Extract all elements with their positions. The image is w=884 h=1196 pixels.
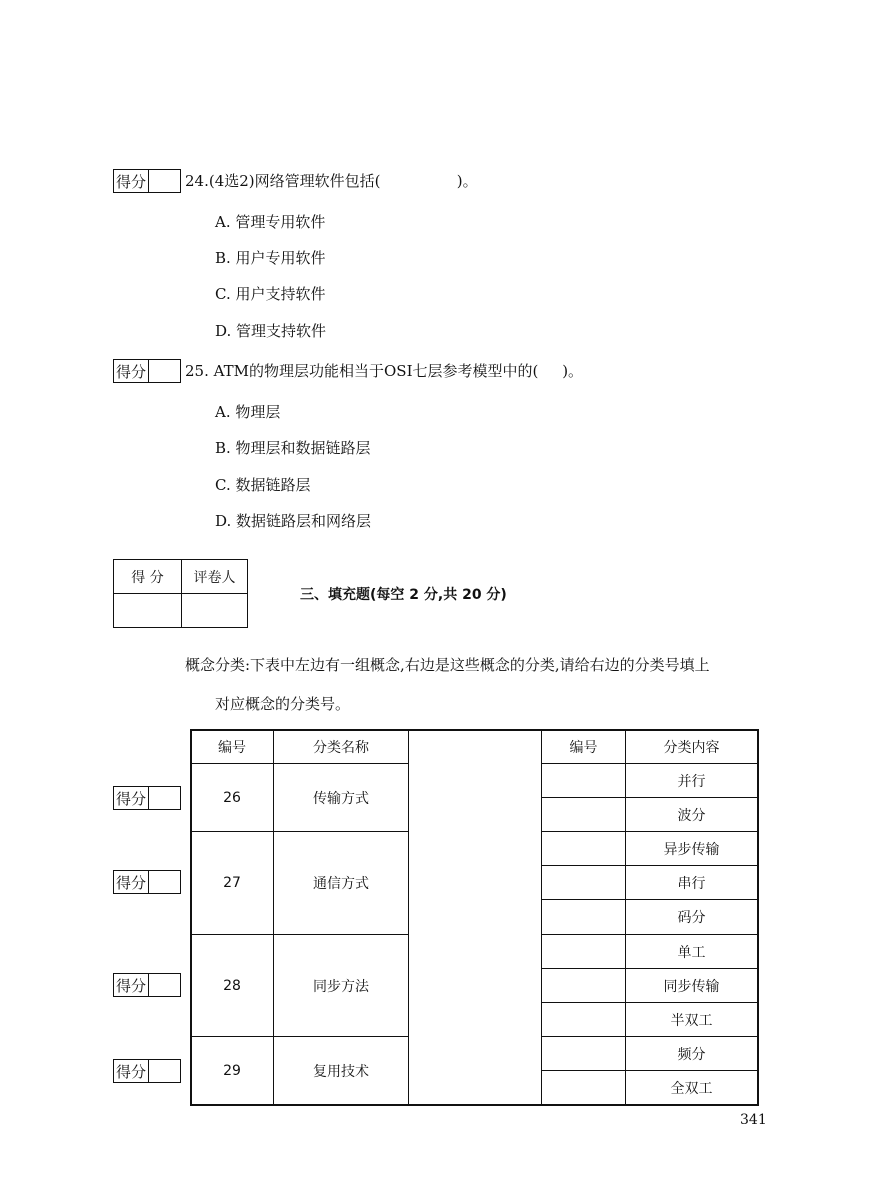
- left-row-number: 26: [223, 789, 241, 806]
- score-label: 得分: [114, 360, 149, 382]
- score-box-q29[interactable]: [113, 1059, 181, 1083]
- score-box-q27[interactable]: [113, 870, 181, 894]
- section-3-title: 三、填充题(每空 2 分,共 20 分): [300, 587, 507, 603]
- left-row-name: 通信方式: [313, 876, 369, 892]
- q24-option-a: A. 管理专用软件: [215, 213, 326, 231]
- q25-option-c: C. 数据链路层: [215, 476, 311, 494]
- score-label: 得分: [114, 1060, 149, 1082]
- category-item: 全双工: [670, 1080, 713, 1097]
- left-row-number: 28: [223, 977, 241, 994]
- left-header-category: 分类名称: [313, 739, 369, 756]
- answer-blank[interactable]: [542, 798, 625, 831]
- answer-blank[interactable]: [542, 1003, 625, 1036]
- score-blank[interactable]: [149, 170, 180, 192]
- q25-option-d: D. 数据链路层和网络层: [215, 512, 372, 530]
- left-header-number: 编号: [218, 739, 246, 756]
- left-row-name: 复用技术: [313, 1063, 369, 1080]
- grader-name-header: 评卷人: [182, 560, 248, 594]
- grader-score-header: 得 分: [114, 560, 182, 594]
- answer-blank[interactable]: [542, 935, 625, 968]
- category-item: 串行: [677, 875, 706, 892]
- answer-blank[interactable]: [542, 764, 625, 797]
- q24-option-c: C. 用户支持软件: [215, 285, 326, 303]
- category-item: 异步传输: [663, 841, 720, 858]
- score-blank[interactable]: [149, 871, 180, 893]
- answer-blank[interactable]: [542, 866, 625, 899]
- q25-option-b: B. 物理层和数据链路层: [215, 439, 371, 457]
- category-item: 波分: [677, 807, 706, 824]
- question-25: 25. ATM的物理层功能相当于OSI七层参考模型中的( )。: [185, 362, 584, 380]
- grader-score-cell[interactable]: [114, 594, 182, 628]
- score-blank[interactable]: [149, 787, 180, 809]
- score-blank[interactable]: [149, 974, 180, 996]
- score-blank[interactable]: [149, 1060, 180, 1082]
- answer-blank[interactable]: [542, 832, 625, 865]
- left-row-number: 27: [223, 875, 241, 891]
- answer-blank[interactable]: [542, 1071, 625, 1104]
- score-box-q26[interactable]: [113, 786, 181, 810]
- answer-blank[interactable]: [542, 900, 625, 934]
- score-label: 得分: [114, 871, 149, 893]
- grader-table: [113, 559, 248, 628]
- category-item: 频分: [677, 1046, 706, 1063]
- category-item: 码分: [677, 910, 706, 926]
- answer-blank[interactable]: [542, 969, 625, 1002]
- grader-name-cell[interactable]: [182, 594, 248, 628]
- answer-blank[interactable]: [542, 1037, 625, 1070]
- score-box-q25[interactable]: [113, 359, 181, 383]
- score-box-q28[interactable]: [113, 973, 181, 997]
- q24-option-b: B. 用户专用软件: [215, 249, 326, 267]
- score-label: 得分: [114, 787, 149, 809]
- right-header-number: 编号: [569, 739, 598, 756]
- score-label: 得分: [114, 170, 149, 192]
- category-item: 半双工: [670, 1012, 713, 1029]
- left-row-name: 传输方式: [313, 790, 369, 807]
- instruction-line-2: 对应概念的分类号。: [215, 695, 351, 713]
- category-item: 同步传输: [663, 978, 720, 995]
- q25-option-a: A. 物理层: [215, 403, 281, 421]
- score-label: 得分: [114, 974, 149, 996]
- category-item: 单工: [677, 944, 706, 961]
- instruction-line-1: 概念分类:下表中左边有一组概念,右边是这些概念的分类,请给右边的分类号填上: [185, 656, 710, 674]
- question-24: 24.(4选2)网络管理软件包括( )。: [185, 172, 478, 190]
- category-item: 并行: [677, 773, 706, 790]
- page-number: 341: [740, 1112, 767, 1128]
- right-header-content: 分类内容: [663, 739, 720, 756]
- score-box-q24[interactable]: [113, 169, 181, 193]
- score-blank[interactable]: [149, 360, 180, 382]
- left-row-name: 同步方法: [313, 978, 369, 995]
- left-row-number: 29: [223, 1062, 241, 1079]
- q24-option-d: D. 管理支持软件: [215, 322, 327, 340]
